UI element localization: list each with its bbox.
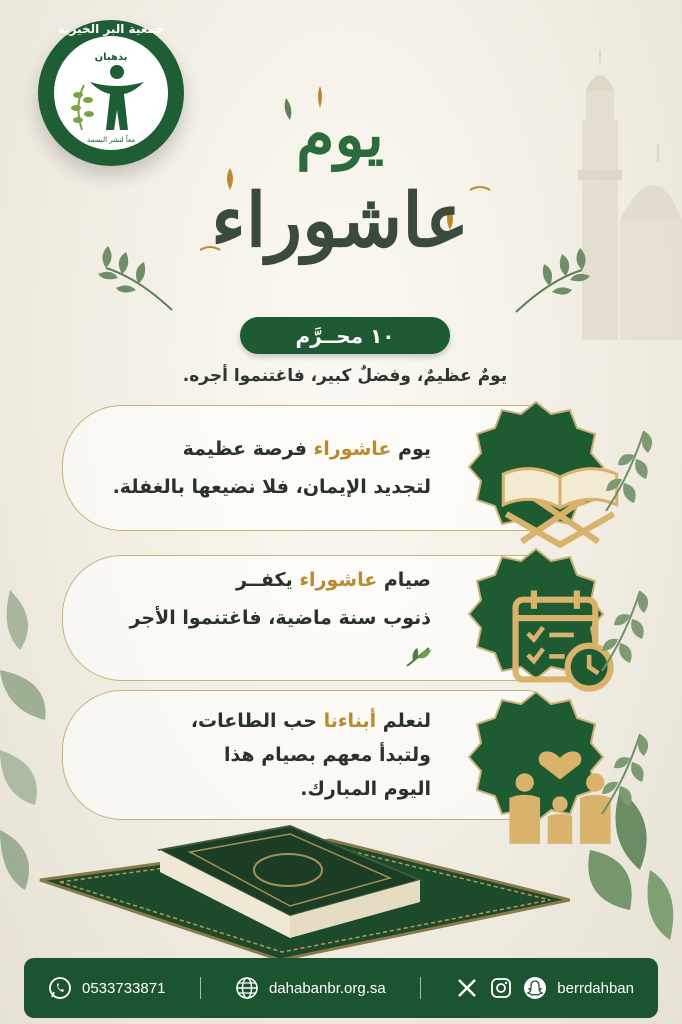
card-2-line-1: صيام عاشوراء يكفــر: [236, 569, 431, 591]
logo-city: بذهبان: [94, 52, 128, 63]
website-link[interactable]: [235, 976, 386, 1000]
quran-book-illustration: [30, 820, 570, 960]
phone-contact[interactable]: [48, 976, 165, 1000]
card-1-leaf-icon: [600, 425, 660, 515]
card-3-text: [111, 691, 431, 819]
card-3-line-3: اليوم المبارك.: [300, 778, 431, 800]
card-1-badge: [467, 398, 605, 536]
card-2-line-2: ذنوب سنة ماضية، فاغتنموا الأجر: [111, 599, 431, 675]
card-2-text: [111, 556, 431, 680]
footer-separator: [200, 977, 201, 999]
tagline-text: يومٌ عظيمٌ، وفضلٌ كبير، فاغتنموا أجره.: [182, 366, 508, 386]
card-2-badge: [467, 545, 605, 683]
footer-separator: [420, 977, 421, 999]
card-1-highlight: عاشوراء: [313, 438, 392, 460]
card-1-line-1: يوم عاشوراء فرصة عظيمة: [182, 438, 431, 460]
social-handle: berrdahban: [557, 979, 634, 997]
card-1-line-2: لتجديد الإيمان، فلا نضيعها بالغفلة.: [112, 476, 431, 498]
website-url: dahabanbr.org.sa: [268, 979, 386, 997]
leaf-emoji-icon: [405, 646, 431, 668]
social-links: [455, 976, 634, 1000]
card-3-line-2: ولتبدأ معهم بصيام هذا: [223, 744, 431, 766]
card-3-line-1: لنعلم أبناءنا حب الطاعات،: [190, 710, 431, 732]
title-block: [170, 80, 510, 310]
card-2-leaf-icon: [596, 585, 656, 675]
person-leaf-icon: [62, 60, 162, 140]
whatsapp-icon: [48, 976, 72, 1000]
globe-icon: [235, 976, 259, 1000]
leaf-sprig-right: [512, 240, 590, 316]
card-3-leaf-icon: [596, 728, 656, 818]
contact-footer: [24, 958, 658, 1018]
card-3-highlight: أبناءنا: [323, 710, 377, 732]
logo-org-name: جمعية البر الخيرية: [57, 22, 165, 36]
instagram-icon[interactable]: [489, 976, 513, 1000]
title-line-2: عاشوراء: [210, 178, 470, 264]
card-3-badge: [467, 688, 605, 826]
snapchat-icon[interactable]: [523, 976, 547, 1000]
phone-number: 0533733871: [82, 979, 166, 997]
card-1-text: [111, 406, 431, 530]
date-badge: ١٠ محــرَّم: [240, 317, 450, 354]
organization-logo: [38, 20, 184, 166]
logo-tagline: معاً لنشر البسمة: [86, 136, 136, 144]
leaf-sprig-left: [98, 238, 176, 314]
card-2-highlight: عاشوراء: [299, 569, 378, 591]
x-twitter-icon[interactable]: [455, 976, 479, 1000]
title-line-1: يوم: [296, 98, 384, 171]
